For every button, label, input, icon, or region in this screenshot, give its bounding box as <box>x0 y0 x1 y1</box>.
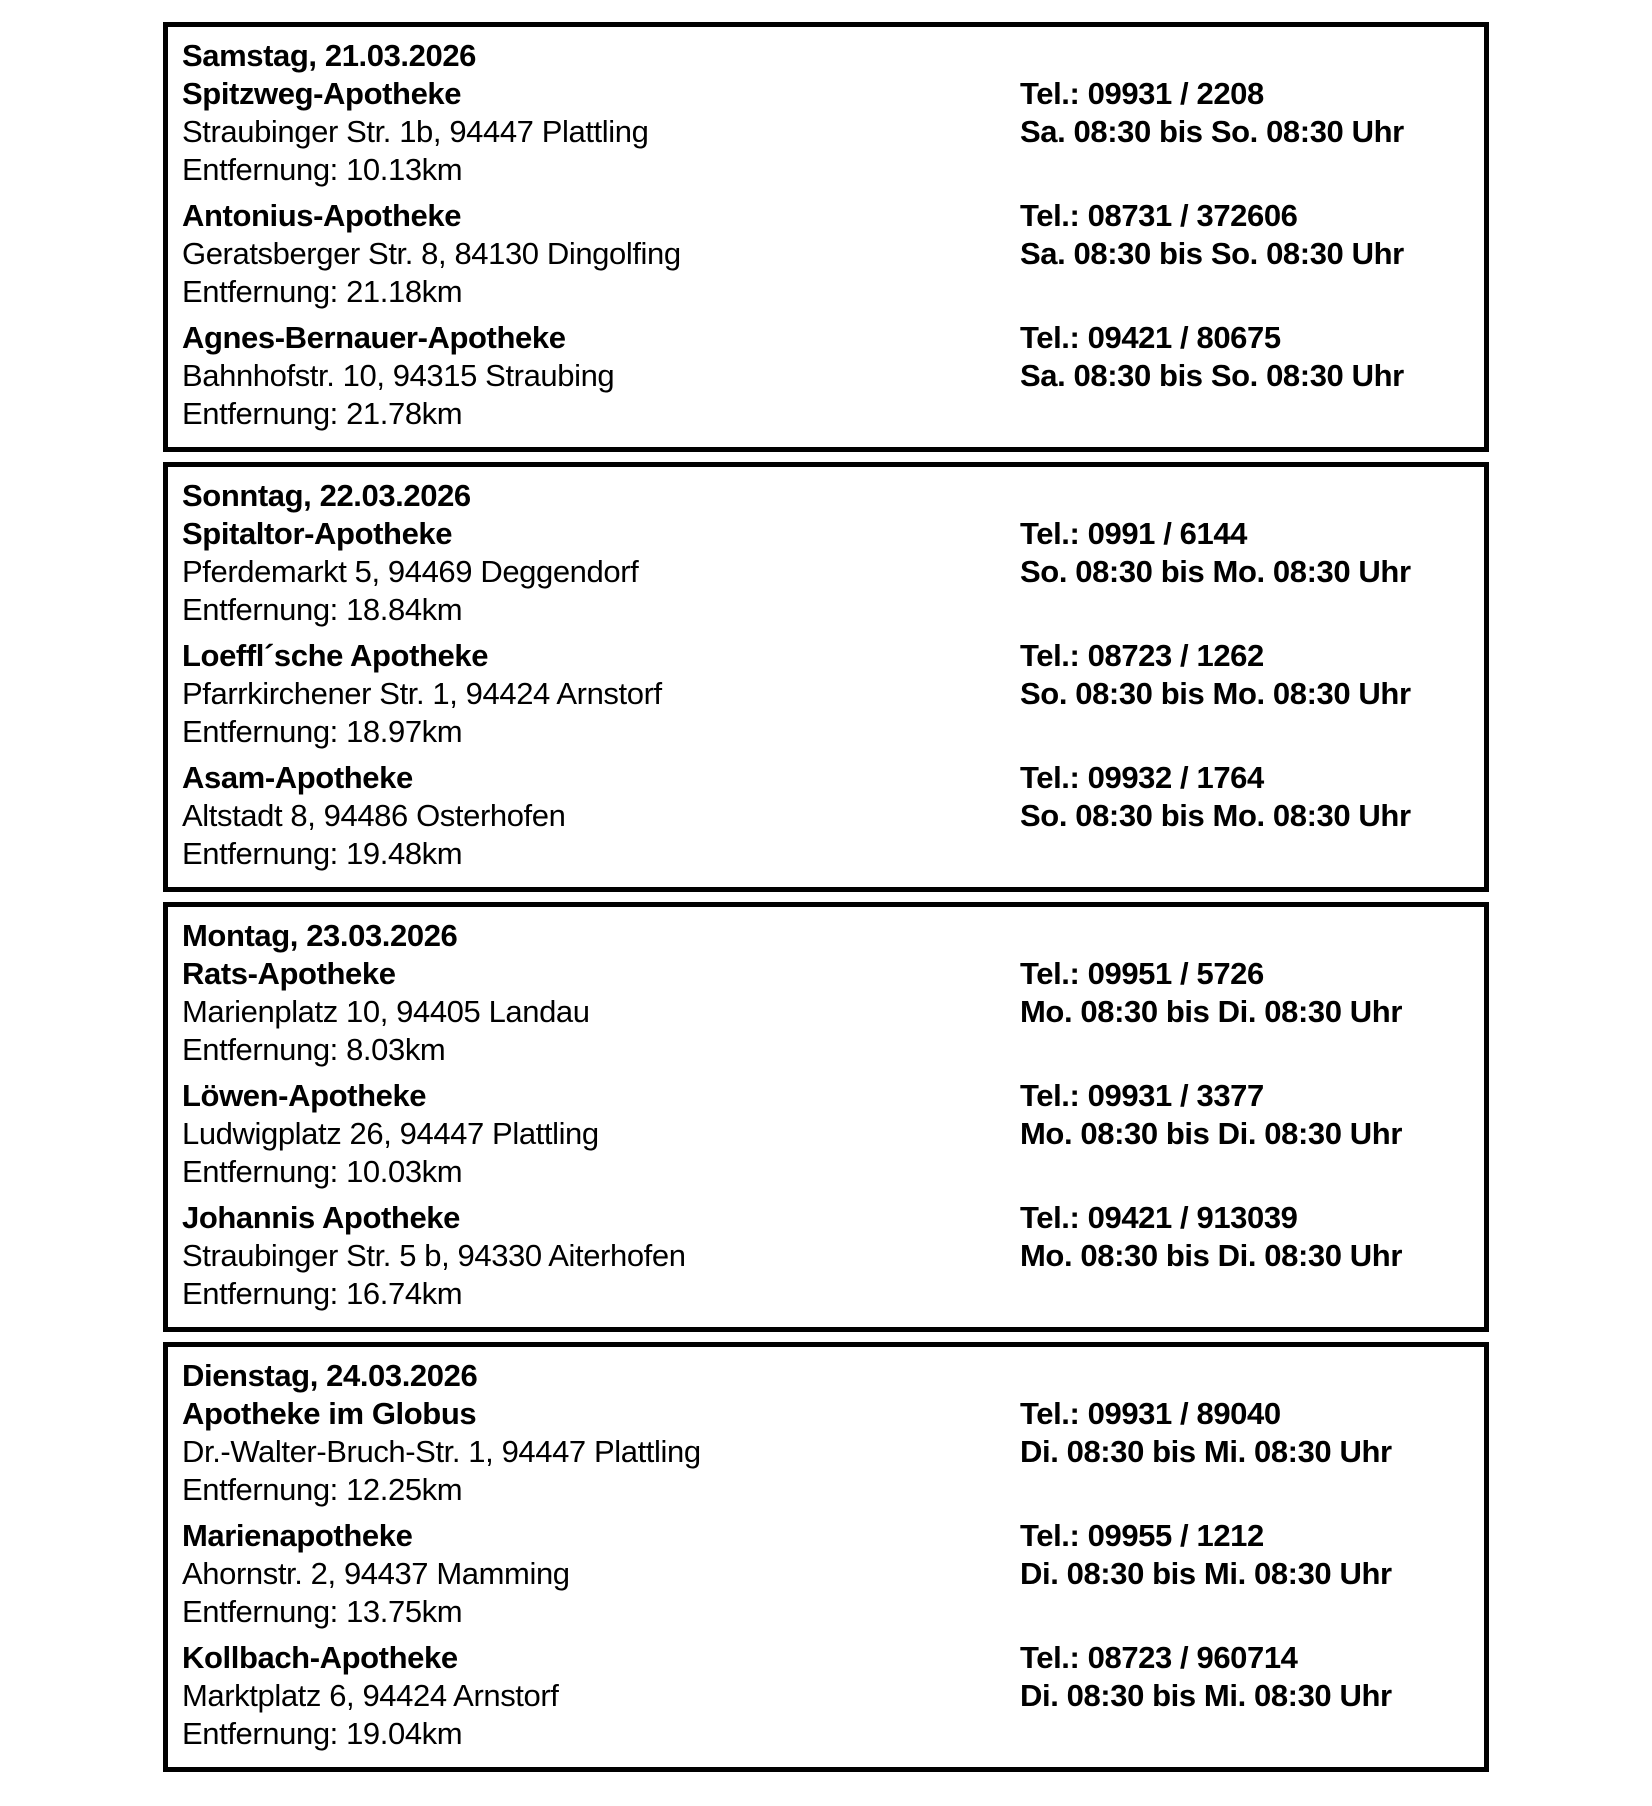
pharmacy-address: Ahornstr. 2, 94437 Mamming <box>182 1556 570 1591</box>
pharmacy-address: Marktplatz 6, 94424 Arnstorf <box>182 1678 559 1713</box>
pharmacy-entry <box>182 637 1470 751</box>
pharmacy-distance: Entfernung: 18.97km <box>182 714 463 749</box>
pharmacy-distance: Entfernung: 21.78km <box>182 396 463 431</box>
pharmacy-distance: Entfernung: 21.18km <box>182 274 463 309</box>
pharmacy-name: Johannis Apotheke <box>182 1200 460 1235</box>
pharmacy-address: Altstadt 8, 94486 Osterhofen <box>182 798 566 833</box>
pharmacy-address: Dr.-Walter-Bruch-Str. 1, 94447 Plattling <box>182 1434 701 1469</box>
pharmacy-hours: So. 08:30 bis Mo. 08:30 Uhr <box>1020 554 1411 589</box>
pharmacy-entry <box>182 955 1470 1069</box>
day-section-samstag <box>163 22 1489 452</box>
pharmacy-name: Antonius-Apotheke <box>182 198 462 233</box>
pharmacy-address: Pfarrkirchener Str. 1, 94424 Arnstorf <box>182 676 662 711</box>
day-date: Dienstag, 24.03.2026 <box>182 1358 478 1393</box>
pharmacy-name: Rats-Apotheke <box>182 956 396 991</box>
pharmacy-distance: Entfernung: 19.04km <box>182 1716 463 1751</box>
pharmacy-distance: Entfernung: 13.75km <box>182 1594 463 1629</box>
pharmacy-entry <box>182 1395 1470 1509</box>
pharmacy-name: Marienapotheke <box>182 1518 413 1553</box>
pharmacy-distance: Entfernung: 18.84km <box>182 592 463 627</box>
pharmacy-entry <box>182 1199 1470 1313</box>
pharmacy-hours: Mo. 08:30 bis Di. 08:30 Uhr <box>1020 1116 1402 1151</box>
pharmacy-entry <box>182 319 1470 433</box>
day-section-dienstag <box>163 1342 1489 1772</box>
notdienst-list <box>163 22 1489 1772</box>
pharmacy-phone: Tel.: 09951 / 5726 <box>1020 956 1264 991</box>
pharmacy-hours: Mo. 08:30 bis Di. 08:30 Uhr <box>1020 1238 1402 1273</box>
pharmacy-address: Pferdemarkt 5, 94469 Deggendorf <box>182 554 639 589</box>
pharmacy-entry <box>182 197 1470 311</box>
pharmacy-name: Agnes-Bernauer-Apotheke <box>182 320 566 355</box>
day-section-sonntag <box>163 462 1489 892</box>
day-date: Samstag, 21.03.2026 <box>182 38 476 73</box>
pharmacy-phone: Tel.: 0991 / 6144 <box>1020 516 1248 551</box>
pharmacy-distance: Entfernung: 10.13km <box>182 152 463 187</box>
pharmacy-address: Geratsberger Str. 8, 84130 Dingolfing <box>182 236 681 271</box>
pharmacy-entry <box>182 1517 1470 1631</box>
pharmacy-hours: So. 08:30 bis Mo. 08:30 Uhr <box>1020 676 1411 711</box>
pharmacy-phone: Tel.: 09421 / 80675 <box>1020 320 1281 355</box>
pharmacy-address: Straubinger Str. 5 b, 94330 Aiterhofen <box>182 1238 686 1273</box>
pharmacy-name: Spitaltor-Apotheke <box>182 516 453 551</box>
pharmacy-entry <box>182 1639 1470 1753</box>
pharmacy-address: Marienplatz 10, 94405 Landau <box>182 994 590 1029</box>
pharmacy-hours: Sa. 08:30 bis So. 08:30 Uhr <box>1020 236 1404 271</box>
pharmacy-phone: Tel.: 08723 / 1262 <box>1020 638 1264 673</box>
pharmacy-name: Kollbach-Apotheke <box>182 1640 458 1675</box>
pharmacy-entry <box>182 759 1470 873</box>
pharmacy-phone: Tel.: 09931 / 2208 <box>1020 76 1264 111</box>
pharmacy-distance: Entfernung: 8.03km <box>182 1032 446 1067</box>
pharmacy-name: Apotheke im Globus <box>182 1396 477 1431</box>
pharmacy-distance: Entfernung: 16.74km <box>182 1276 463 1311</box>
pharmacy-distance: Entfernung: 12.25km <box>182 1472 463 1507</box>
pharmacy-hours: Di. 08:30 bis Mi. 08:30 Uhr <box>1020 1556 1392 1591</box>
pharmacy-phone: Tel.: 09932 / 1764 <box>1020 760 1264 795</box>
day-date: Montag, 23.03.2026 <box>182 918 458 953</box>
day-section-montag <box>163 902 1489 1332</box>
day-date: Sonntag, 22.03.2026 <box>182 478 471 513</box>
pharmacy-phone: Tel.: 09931 / 3377 <box>1020 1078 1264 1113</box>
pharmacy-phone: Tel.: 08723 / 960714 <box>1020 1640 1298 1675</box>
pharmacy-hours: Di. 08:30 bis Mi. 08:30 Uhr <box>1020 1434 1392 1469</box>
pharmacy-name: Asam-Apotheke <box>182 760 413 795</box>
pharmacy-address: Straubinger Str. 1b, 94447 Plattling <box>182 114 649 149</box>
pharmacy-entry <box>182 515 1470 629</box>
pharmacy-address: Ludwigplatz 26, 94447 Plattling <box>182 1116 599 1151</box>
pharmacy-distance: Entfernung: 10.03km <box>182 1154 463 1189</box>
pharmacy-name: Loeffl´sche Apotheke <box>182 638 489 673</box>
pharmacy-hours: Mo. 08:30 bis Di. 08:30 Uhr <box>1020 994 1402 1029</box>
pharmacy-distance: Entfernung: 19.48km <box>182 836 463 871</box>
pharmacy-phone: Tel.: 09931 / 89040 <box>1020 1396 1281 1431</box>
pharmacy-phone: Tel.: 09955 / 1212 <box>1020 1518 1264 1553</box>
pharmacy-name: Löwen-Apotheke <box>182 1078 427 1113</box>
pharmacy-phone: Tel.: 09421 / 913039 <box>1020 1200 1298 1235</box>
pharmacy-address: Bahnhofstr. 10, 94315 Straubing <box>182 358 615 393</box>
pharmacy-entry <box>182 75 1470 189</box>
pharmacy-hours: So. 08:30 bis Mo. 08:30 Uhr <box>1020 798 1411 833</box>
pharmacy-hours: Sa. 08:30 bis So. 08:30 Uhr <box>1020 114 1404 149</box>
pharmacy-entry <box>182 1077 1470 1191</box>
pharmacy-phone: Tel.: 08731 / 372606 <box>1020 198 1298 233</box>
pharmacy-hours: Sa. 08:30 bis So. 08:30 Uhr <box>1020 358 1404 393</box>
pharmacy-hours: Di. 08:30 bis Mi. 08:30 Uhr <box>1020 1678 1392 1713</box>
pharmacy-name: Spitzweg-Apotheke <box>182 76 462 111</box>
